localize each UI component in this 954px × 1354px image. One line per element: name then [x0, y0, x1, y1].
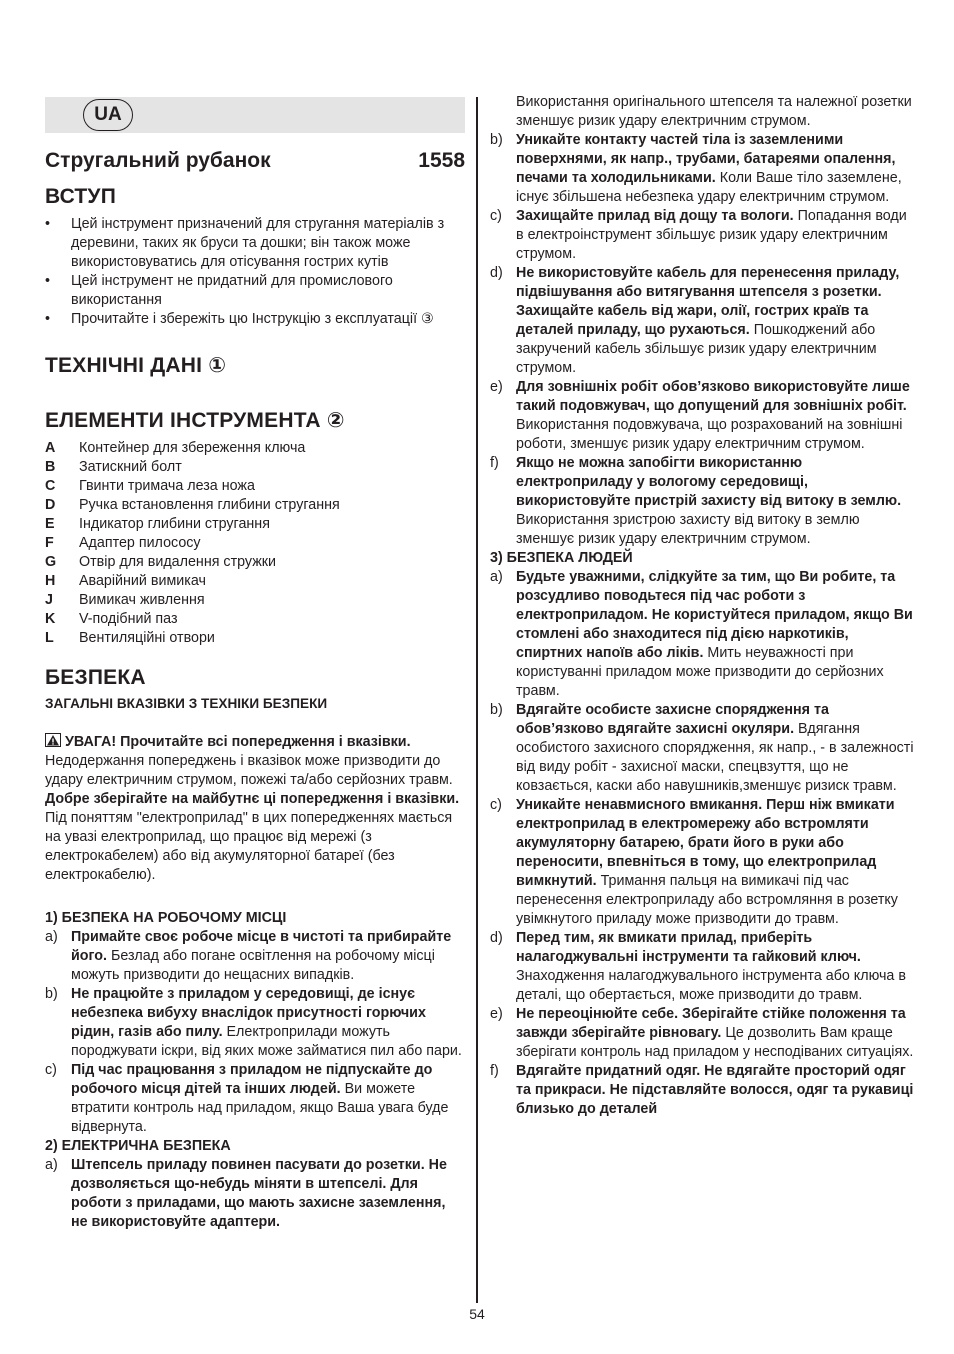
element-item: K V-подібний паз	[45, 611, 178, 627]
safety-item: a) Примайте своє робоче місце в чистоті та прибирайте його. Безлад або погане освітлення на робочому місці можуть призводити до нещасних випадків.	[45, 929, 452, 983]
element-item: L Вентиляційні отвори	[45, 630, 215, 646]
element-item: D Ручка встановлення глибини стругання	[45, 497, 340, 513]
section-1-heading: 1) БЕЗПЕКА НА РОБОЧОМУ МІСЦІ	[45, 910, 287, 926]
language-bar	[45, 97, 465, 133]
element-item: B Затискний болт	[45, 459, 182, 475]
left-column	[45, 97, 465, 1232]
section-3-heading: 3) БЕЗПЕКА ЛЮДЕЙ	[490, 550, 633, 566]
intro-bullets	[45, 215, 465, 329]
safety-item-continued: Використання оригінального штепселя та належної розетки зменшує ризик удару електричним струмом.	[516, 94, 912, 129]
intro-bullet: • Цей інструмент призначений для стругання матеріалів з деревини, таких як бруси та дошки; він також може використовуватись для отісування гострих кутів	[45, 216, 445, 270]
product-title-row	[45, 149, 465, 173]
safety-item: e) Не переоцінюйте себе. Зберігайте стійке положення та завжди зберігайте рівновагу. Це дозволить Вам краще зберігати контроль над приладом у несподіваних ситуаціях.	[490, 1006, 914, 1060]
warning-paragraph: УВАГА! Прочитайте всі попередження і вказівки. Недодержання попереджень і вказівок може призводити до удару електричним струмом, пожежі та/або серйозних травм. Добре зберігайте на майбутнє ці попередження і вказівки. Під поняттям "електроприлад" в цих попередженнях мається на увазі електроприлад, що працює від мережі (з електрокабелем) або від акумуляторної батареї (без електрокабелю).	[45, 734, 460, 883]
safety-item: c) Під час працювання з приладом не підпускайте до робочого місця дітей та інших людей. Ви можете втратити контроль над приладом, якщо Ваша увага буде відвернута.	[45, 1062, 449, 1135]
safety-item: a) Будьте уважними, слідкуйте за тим, що Ви робите, та розсудливо поводьтеся під час роботи з електроприладом. Не користуйтеся приладом, якщо Ви стомлені або знаходитеся під дією наркотиків, спиртних напоїв або ліків. Мить неуважності при користуванні приладом може призводити до серйозних травм.	[490, 569, 913, 699]
safety-item: b) Вдягайте особисте захисне спорядження та обов’язково вдягайте захисні окуляри. Вдягання особистого захисного спорядження, як напр., - в залежності від виду робіт - захисної маски, спецвзуття, що не ковзається, каски або навушників,зменшує ризиск травм.	[490, 702, 914, 794]
element-item: A Контейнер для збереження ключа	[45, 440, 306, 456]
elements-list	[45, 439, 465, 648]
tech-data-heading: ТЕХНІЧНІ ДАНІ ①	[45, 354, 227, 377]
safety-item: f) Якщо не можна запобігти використанню електроприладу у вологому середовищі, використовуйте пристрій захисту від витоку в землю. Використання зристрою захисту від витоку в землю зменшує ризик удару електричним струмом.	[490, 455, 902, 547]
safety-item: c) Уникайте ненавмисного вмикання. Перш ніж вмикати електроприлад в електромережу або встромляти акумуляторну батарею, брати його в руки або переносити, впевніться в тому, що електроприлад вимкнутий. Тримання пальця на вимикачі під час перенесення електроприладу або встромляння в розетку увімкнутого приладу може призводити до травм.	[490, 797, 898, 927]
safety-item: b) Уникайте контакту частей тіла із заземленими поверхнями, як напр., трубами, батареями опалення, печами та холодильниками. Коли Ваше тіло заземлене, існує збільшена небезпека удару електричним струмом.	[490, 132, 902, 205]
safety-item: f) Вдягайте придатний одяг. Не вдягайте просторий одяг та прикраси. Не підставляйте волосся, одяг та рукавиці близько до деталей	[490, 1063, 914, 1117]
safety-item: d) Перед тим, як вмикати прилад, приберіть налагоджувальні інструменти та гайковий ключ. Знаходження налагоджувального інструмента або ключа в деталі, що обертається, може призводити до травм.	[490, 930, 906, 1003]
element-item: H Аварійний вимикач	[45, 573, 206, 589]
product-title: Стругальний рубанок	[45, 149, 271, 172]
element-item: E Індикатор глибини стругання	[45, 516, 270, 532]
safety-item: c) Захищайте прилад від дощу та вологи. Попадання води в електроінструмент збільшує ризик удару електричним струмом.	[490, 208, 907, 262]
safety-item: a) Штепсель приладу повинен пасувати до розетки. Не дозволяється що-небудь міняти в штепселі. Для роботи з приладами, що мають захисне заземлення, не використовуйте адаптери.	[45, 1157, 447, 1230]
element-item: J Вимикач живлення	[45, 592, 205, 608]
section-2-heading: 2) ЕЛЕКТРИЧНА БЕЗПЕКА	[45, 1138, 231, 1154]
safety-item: b) Не працюйте з приладом у середовищі, де існує небезпека вибуху внаслідок присутності горючих рідин, газів або пилу. Електроприлади можуть породжувати іскри, від яких може займатися пил або пари.	[45, 986, 462, 1059]
element-item: G Отвір для видалення стружки	[45, 554, 277, 570]
right-column	[490, 93, 914, 1119]
safety-heading: БЕЗПЕКА	[45, 666, 146, 689]
safety-item: e) Для зовнішніх робіт обов’язково використовуйте лише такий подовжувач, що допущений для зовнішніх робіт. Використання подовжувача, що розрахований на зовнішні роботи, зменшує ризик удару електричним струмом.	[490, 379, 910, 452]
safety-subheading: ЗАГАЛЬНІ ВКАЗІВКИ З ТЕХНІКИ БЕЗПЕКИ	[45, 696, 328, 711]
page-number: 54	[469, 1306, 485, 1322]
safety-item: d) Не використовуйте кабель для перенесення приладу, підвішування або витягування штепселя з розетки. Захищайте кабель від жари, олії, гострих країв та деталей приладу, що рухаються. Пошкоджений або закручений кабель збільшує ризик удару електричним струмом.	[490, 265, 900, 376]
elements-heading: ЕЛЕМЕНТИ ІНСТРУМЕНТА ②	[45, 409, 345, 432]
language-badge: UA	[83, 99, 133, 131]
model-number: 1558	[418, 149, 465, 172]
intro-heading: ВСТУП	[45, 185, 116, 208]
warning-triangle-icon	[45, 733, 61, 747]
element-item: C Гвинти тримача леза ножа	[45, 478, 255, 494]
intro-bullet: • Цей інструмент не придатний для промислового використання	[45, 273, 393, 308]
column-divider	[476, 97, 478, 1303]
intro-bullet: • Прочитайте і збережіть цю Інструкцію з експлуатації ③	[45, 311, 434, 327]
element-item: F Адаптер пилососу	[45, 535, 201, 551]
